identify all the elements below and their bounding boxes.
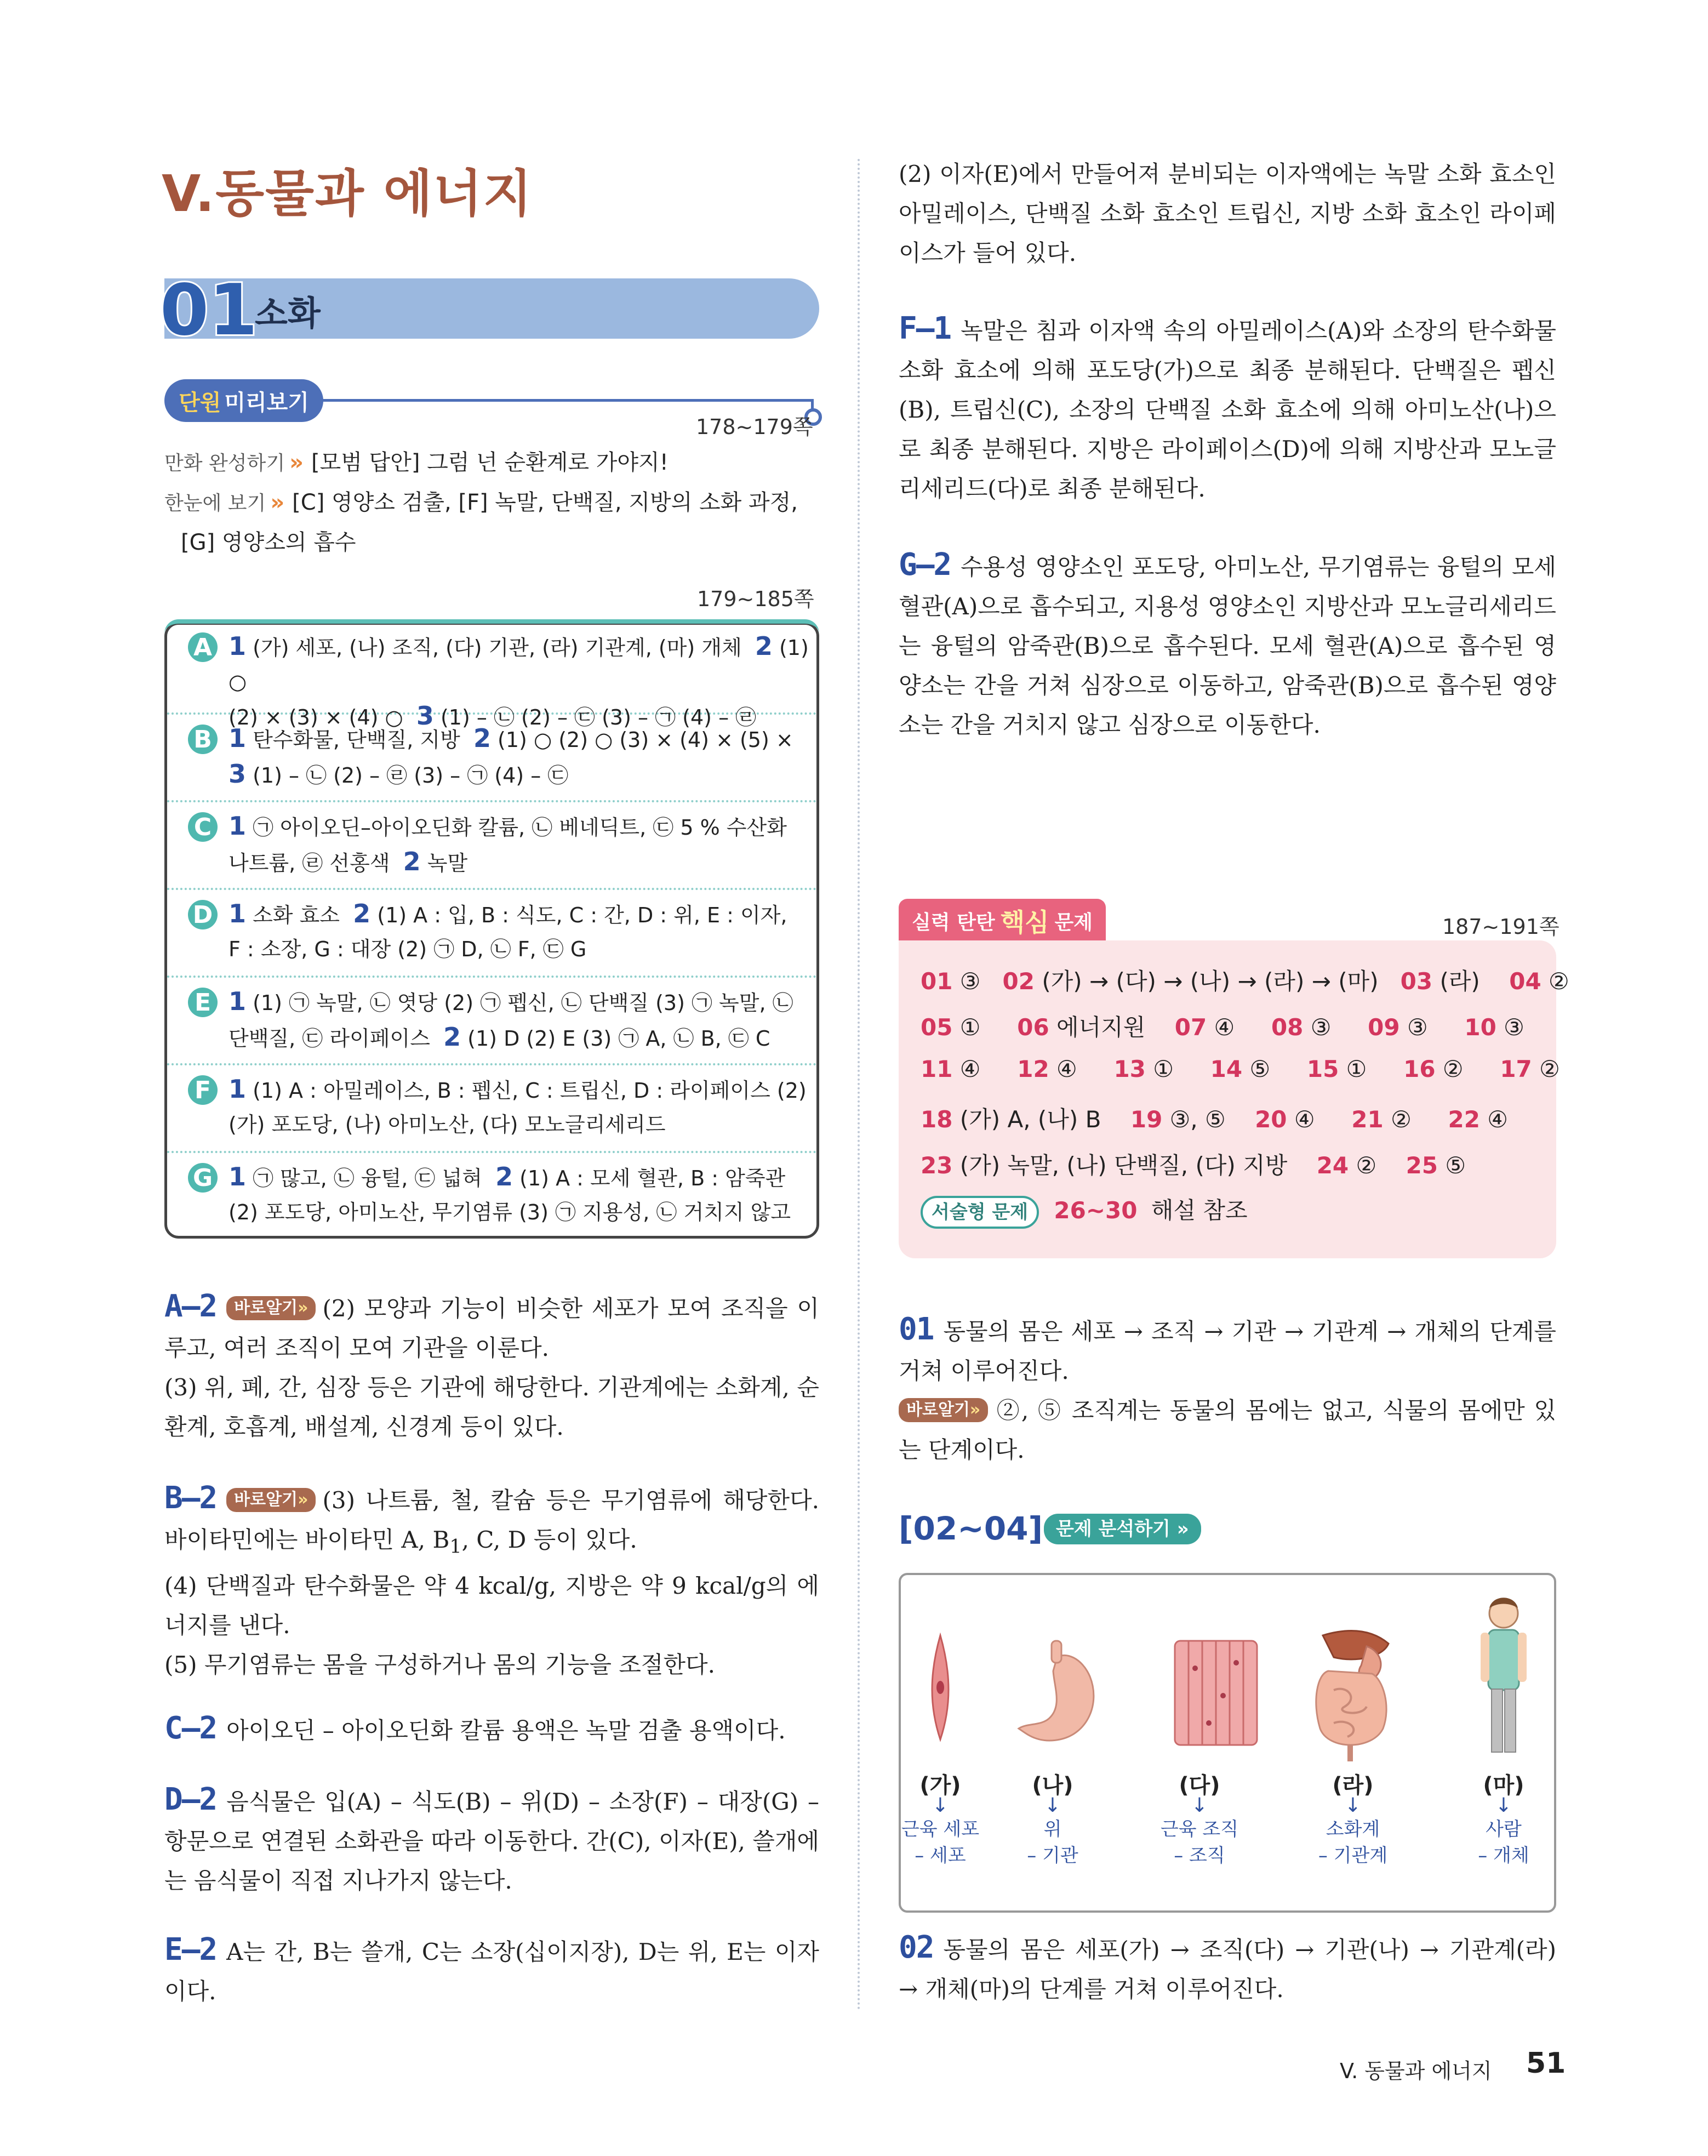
hint-overview-text: [C] 영양소 검출, [F] 녹말, 단백질, 지방의 소화 과정,: [292, 490, 798, 515]
muscle-tissue-icon: [1175, 1641, 1257, 1745]
analysis-badge: 문제 분석하기 »: [1044, 1514, 1201, 1544]
explain-e2-continued: (2) 이자(E)에서 만들어져 분비되는 이자액에는 녹말 소화 효소인 아밀레이스, 단백질 소화 효소인 트립신, 지방 소화 효소인 라이페이스가 들어 있다.: [899, 161, 1556, 266]
essay-tag: 서술형 문제: [921, 1196, 1039, 1229]
explain-d2: D–2 음식물은 입(A) – 식도(B) – 위(D) – 소장(F) – 대장(G) – 항문으로 연결된 소화관을 따라 이동한다. 간(C), 이자(E), 쓸개에는 음식물이 직접 지나가지 않는다.: [164, 1782, 820, 1894]
footer-chapter: V. 동물과 에너지: [1340, 2059, 1492, 2083]
answer-letter: G: [188, 1163, 218, 1193]
answer-box: [164, 622, 819, 1239]
hint-overview-text-2: [G] 영양소의 흡수: [181, 530, 356, 555]
figure-caption: 근육 세포 – 세포: [901, 1818, 980, 1867]
section-name: 소화: [255, 293, 321, 333]
chevron-right-icon: »: [289, 450, 304, 475]
muscle-cell-icon: [932, 1635, 949, 1739]
explain-f1: F–1 녹말은 침과 이자액 속의 아밀레이스(A)와 소장의 탄수화물 소화 효소에 의해 포도당(가)으로 최종 분해된다. 단백질은 펩신(B), 트립신(C), 소장의 단백질 소화 효소에 의해 아미노산(나)으로 최종 분해된다. 지방은 라이페이스(D)에 의해 지방산과 모노글리세리드(다)로 최종 분해된다.: [899, 311, 1556, 502]
hint-comic: [164, 445, 669, 476]
hint-overview-tag: 한눈에 보기: [164, 492, 266, 515]
page-ref-answers: 179~185쪽: [697, 587, 814, 611]
figure-caption: 근육 조직 – 조직: [1160, 1818, 1239, 1867]
answer-text: 1 탄수화물, 단백질, 지방 2 (1) ○ (2) ○ (3) × (4) × (5) × 3 (1) – ㉡ (2) – ㉣ (3) – ㉠ (4) – ㉢: [229, 723, 793, 789]
answer-text: 1 소화 효소 2 (1) A : 입, B : 식도, C : 간, D : 위, E : 이자, F : 소장, G : 대장 (2) ㉠ D, ㉡ F, ㉢ G: [229, 899, 787, 961]
answer-text: 1 ㉠ 많고, ㉡ 융털, ㉢ 넓혀 2 (1) A : 모세 혈관, B : 암죽관 (2) 포도당, 아미노산, 무기염류 (3) ㉠ 지용성, ㉡ 거치지 않고: [229, 1162, 791, 1224]
preview-tab: [164, 379, 323, 422]
chevron-right-icon: »: [270, 490, 285, 515]
question-group-heading: [02~04]: [899, 1510, 1043, 1547]
answer-row: [167, 1065, 816, 1153]
core-problems-tab: [899, 899, 1106, 943]
core-answer-row: 01 ③ 02 (가) → (다) → (나) → (라) → (마) 03 (라) 04 ②: [921, 968, 1569, 995]
essay-range: 26~30: [1054, 1197, 1138, 1224]
explain-e2: E–2 A는 간, B는 쓸개, C는 소장(십이지장), D는 위, E는 이자이다.: [164, 1932, 819, 2005]
essay-row: [921, 1193, 1248, 1229]
answer-letter: F: [188, 1075, 218, 1105]
figure-label: (가): [919, 1773, 961, 1798]
explain-a2: A–2 바로알기» (2) 모양과 기능이 비슷한 세포가 모여 조직을 이루고, 여러 조직이 모여 기관을 이룬다. (3) 위, 폐, 간, 심장 등은 기관에 해당한다. 기관계에는 소화계, 순환계, 호흡계, 배설계, 신경계 등이 있다.: [164, 1288, 819, 1440]
answer-letter: A: [188, 632, 218, 662]
arrow-down-icon: ↓: [1495, 1794, 1512, 1817]
hint-overview: [164, 485, 798, 516]
figure-label: (라): [1332, 1773, 1374, 1798]
core-answers-box: [899, 940, 1569, 1258]
essay-text: 해설 참조: [1151, 1197, 1248, 1224]
answer-box-accent: [164, 619, 819, 634]
figure-label: (다): [1179, 1773, 1220, 1798]
answer-letter: C: [188, 812, 218, 842]
answer-text: 1 (1) A : 아밀레이스, B : 펩신, C : 트립신, D : 라이페이스 (2) (가) 포도당, (나) 아미노산, (다) 모노글리세리드: [229, 1074, 807, 1137]
organization-figure: [899, 1573, 1556, 1913]
core-answer-row: 11 ④ 12 ④ 13 ① 14 ⑤ 15 ① 16 ② 17 ②: [921, 1056, 1560, 1082]
arrow-down-icon: ↓: [1344, 1794, 1362, 1817]
answer-row: [167, 802, 816, 890]
page-ref-core: 187~191쪽: [1442, 915, 1560, 939]
answer-text: 1 ㉠ 아이오딘–아이오딘화 칼륨, ㉡ 베네딕트, ㉢ 5 % 수산화 나트륨, ㉣ 선홍색 2 녹말: [229, 811, 787, 876]
arrow-down-icon: ↓: [1044, 1794, 1061, 1817]
person-icon: [1481, 1598, 1527, 1752]
page-ref-comic: 178~179쪽: [696, 415, 813, 439]
core-tab-small: 실력 탄탄: [912, 911, 995, 934]
core-answer-row: 18 (가) A, (나) B 19 ③, ⑤ 20 ④ 21 ② 22 ④: [921, 1106, 1508, 1133]
core-tab-big: 핵심: [1000, 908, 1049, 937]
answer-text: 1 (가) 세포, (나) 조직, (다) 기관, (라) 기관계, (마) 개체 2 (1) ○ (2) × (3) × (4) ○ 3 (1) – ㉡ (2) – ㉢ (3) – ㉠ (4) – ㉣: [229, 631, 809, 731]
hint-comic-text: [모범 답안] 그럼 넌 순환계로 가야지!: [311, 450, 669, 475]
explain-c2: C–2 아이오딘 – 아이오딘화 칼륨 용액은 녹말 검출 용액이다.: [164, 1710, 786, 1746]
answer-row: [167, 890, 816, 978]
figure-caption: 사람 – 개체: [1478, 1818, 1529, 1867]
answer-letter: E: [188, 988, 218, 1017]
chapter-title: V.동물과 에너지: [162, 164, 533, 223]
core-answer-row: 05 ① 06 에너지원 07 ④ 08 ③ 09 ③ 10 ③: [921, 1014, 1524, 1041]
explain-g2: G–2 수용성 영양소인 포도당, 아미노산, 무기염류는 융털의 모세 혈관(A)으로 흡수되고, 지용성 영양소인 지방산과 모노글리세리드는 융털의 암죽관(B)으로 흡수된다. 모세 혈관(A)으로 흡수된 영양소는 간을 거쳐 심장으로 이동하고, 암죽관(B)으로 흡수된 영양소는 간을 거치지 않고 심장으로 이동한다.: [899, 547, 1556, 738]
answer-text: 1 (1) ㉠ 녹말, ㉡ 엿당 (2) ㉠ 펩신, ㉡ 단백질 (3) ㉠ 녹말, ㉡ 단백질, ㉢ 라이페이스 2 (1) D (2) E (3) ㉠ A, ㉡ B, ㉢ C: [229, 986, 793, 1052]
answer-row: [167, 978, 816, 1065]
explain-q02: 02 동물의 몸은 세포(가) → 조직(다) → 기관(나) → 기관계(라) → 개체(마)의 단계를 거쳐 이루어진다.: [899, 1930, 1556, 2003]
column-divider: [858, 159, 860, 2011]
explain-b2: B–2 바로알기» (3) 나트륨, 철, 칼슘 등은 무기염류에 해당한다. 바이타민에는 바이타민 A, $B_1$, C, D 등이 있다. (4) 단백질과 탄수화물은 약 4 kcal/g, 지방은 약 9 kcal/g의 에너지를 낸다. (5) 무기염류는 몸을 구성하거나 몸의 기능을 조절한다.: [164, 1480, 819, 1679]
section-number: 01: [160, 270, 258, 351]
preview-tab-highlight: 단원: [179, 390, 221, 415]
answer-letter: D: [188, 900, 218, 929]
answer-row: [167, 1153, 816, 1236]
figure-caption: 위 – 기관: [1027, 1818, 1078, 1867]
answer-letter: B: [188, 725, 218, 754]
figure-caption: 소화계 – 기관계: [1318, 1818, 1388, 1867]
page-number: 51: [1526, 2047, 1566, 2080]
answer-row: [167, 715, 816, 802]
figure-label: (마): [1483, 1773, 1524, 1798]
preview-rule: [307, 399, 811, 402]
arrow-down-icon: ↓: [932, 1794, 949, 1817]
answer-row: [167, 625, 816, 731]
explain-q01: 01 동물의 몸은 세포 → 조직 → 기관 → 기관계 → 개체의 단계를 거쳐 이루어진다. 바로알기» ②, ⑤ 조직계는 동물의 몸에는 없고, 식물의 몸에만 있는 단계이다.: [899, 1311, 1556, 1463]
preview-tab-label: 미리보기: [224, 390, 309, 415]
core-answer-row: 23 (가) 녹말, (나) 단백질, (다) 지방 24 ② 25 ⑤: [921, 1152, 1466, 1179]
digestive-system-icon: [1316, 1631, 1389, 1761]
hint-comic-tag: 만화 완성하기: [164, 452, 285, 475]
core-tab-rest: 문제: [1054, 911, 1093, 934]
arrow-down-icon: ↓: [1191, 1794, 1208, 1817]
figure-label: (나): [1032, 1773, 1073, 1798]
stomach-icon: [1019, 1641, 1094, 1741]
